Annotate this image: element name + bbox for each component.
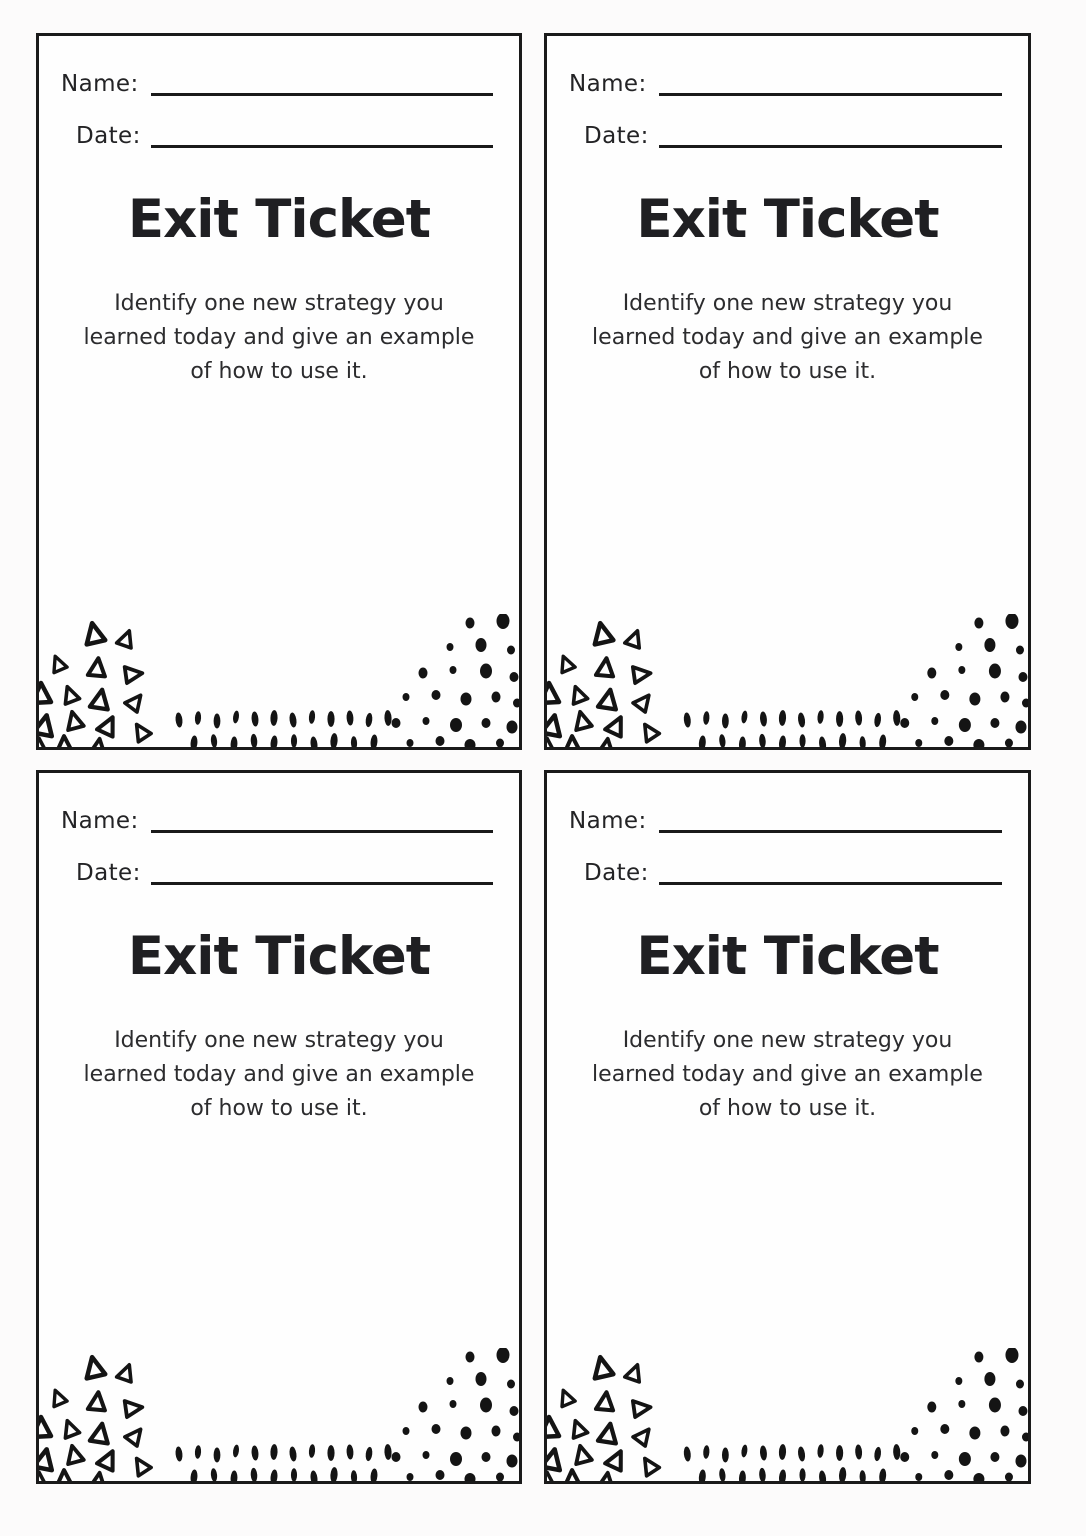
name-field-row bbox=[61, 70, 493, 99]
name-write-line bbox=[659, 830, 1002, 833]
name-label: Name: bbox=[61, 808, 139, 834]
prompt-line: learned today and give an example bbox=[592, 325, 983, 350]
date-field-row bbox=[61, 859, 493, 888]
date-write-line bbox=[151, 145, 493, 148]
name-write-line bbox=[151, 93, 493, 96]
ticket-title: Exit Ticket bbox=[127, 189, 431, 250]
ticket-title: Exit Ticket bbox=[636, 926, 939, 987]
prompt-line: Identify one new strategy you bbox=[622, 291, 953, 316]
name-field-row bbox=[569, 70, 1002, 99]
ticket-prompt bbox=[547, 287, 1028, 389]
prompt-line: of how to use it. bbox=[190, 359, 368, 384]
date-write-line bbox=[659, 145, 1002, 148]
name-write-line bbox=[151, 830, 493, 833]
date-write-line bbox=[151, 882, 493, 885]
date-label: Date: bbox=[76, 123, 141, 149]
ticket-title: Exit Ticket bbox=[127, 926, 431, 987]
prompt-line: of how to use it. bbox=[698, 1096, 877, 1121]
prompt-line: learned today and give an example bbox=[83, 1062, 475, 1087]
decorative-dots-pattern bbox=[37, 1348, 521, 1484]
ticket-prompt bbox=[39, 287, 519, 389]
prompt-line: Identify one new strategy you bbox=[114, 1028, 444, 1053]
exit-ticket-card-2 bbox=[544, 33, 1031, 750]
exit-ticket-card-1 bbox=[36, 33, 522, 750]
date-write-line bbox=[659, 882, 1002, 885]
ticket-title: Exit Ticket bbox=[636, 189, 939, 250]
prompt-line: Identify one new strategy you bbox=[622, 1028, 953, 1053]
prompt-line: learned today and give an example bbox=[592, 1062, 983, 1087]
ticket-grid bbox=[36, 33, 1031, 1484]
date-field-row bbox=[569, 859, 1002, 888]
name-write-line bbox=[659, 93, 1002, 96]
decorative-dots-pattern bbox=[545, 1348, 1030, 1484]
exit-ticket-card-4 bbox=[544, 770, 1031, 1484]
date-label: Date: bbox=[76, 860, 141, 886]
ticket-prompt bbox=[547, 1024, 1028, 1126]
name-field-row bbox=[569, 807, 1002, 836]
prompt-line: of how to use it. bbox=[190, 1096, 368, 1121]
name-label: Name: bbox=[61, 71, 139, 97]
name-label: Name: bbox=[569, 71, 647, 97]
date-field-row bbox=[569, 122, 1002, 151]
prompt-line: Identify one new strategy you bbox=[114, 291, 444, 316]
decorative-dots-pattern bbox=[545, 614, 1030, 750]
date-label: Date: bbox=[584, 123, 649, 149]
date-label: Date: bbox=[584, 860, 649, 886]
ticket-prompt bbox=[39, 1024, 519, 1126]
name-label: Name: bbox=[569, 808, 647, 834]
decorative-dots-pattern bbox=[37, 614, 521, 750]
date-field-row bbox=[61, 122, 493, 151]
prompt-line: learned today and give an example bbox=[83, 325, 475, 350]
name-field-row bbox=[61, 807, 493, 836]
prompt-line: of how to use it. bbox=[698, 359, 877, 384]
exit-ticket-card-3 bbox=[36, 770, 522, 1484]
